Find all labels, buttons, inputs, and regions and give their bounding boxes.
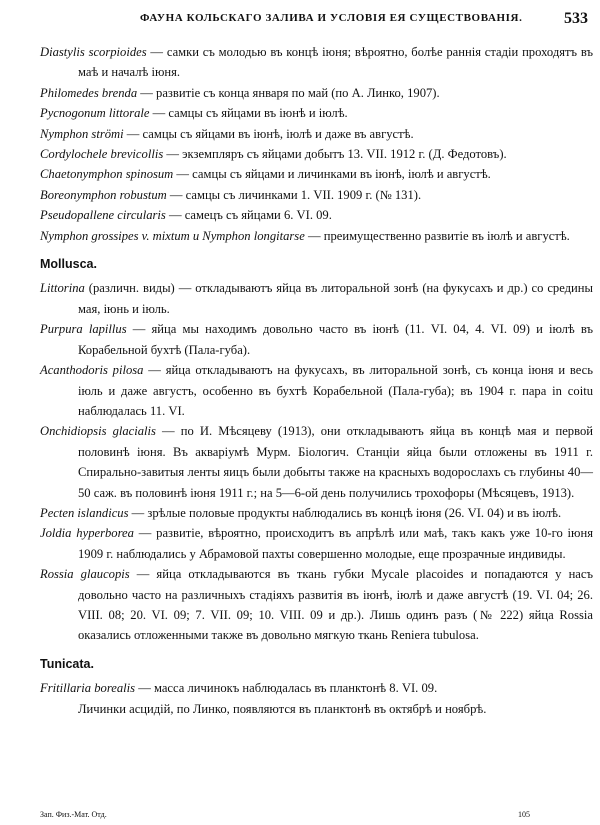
entry	[40, 421, 593, 503]
footer-publication: Зап. Физ.-Мат. Отд.	[40, 810, 107, 819]
footer-signature: 105	[518, 810, 530, 819]
species-name: Acanthodoris pilosa	[40, 363, 144, 378]
running-title: ФАУНА КОЛЬСКАГО ЗАЛИВА И УСЛОВІЯ ЕЯ СУЩЕСТВОВАНІЯ.	[140, 12, 523, 24]
entry	[40, 503, 593, 523]
entry-text: — по И. Мѣсяцеву (1913), они откладываютъ яйца въ концѣ мая и первой половинѣ іюня. Въ акваріумѣ Мурм. Біологич. Станціи яйца были отложены въ 1911 г. Спирально-завитыя ленты яицъ были добыты также на красныхъ водорослахъ съ глубины 40—50 саж. въ половинѣ іюня 1911 г.; на 5—6-ой день получились трохофоры (Мѣсяцевъ, 1913).	[78, 424, 593, 500]
entry-text: Личинки асцидій, по Линко, появляются въ планктонѣ въ октябрѣ и ноябрѣ.	[78, 701, 487, 716]
entry-text: — зрѣлые половые продукты наблюдались въ концѣ іюня (26. VI. 04) и въ іюлѣ.	[128, 505, 562, 520]
entry-text: — преимущественно развитіе въ іюлѣ и августѣ.	[304, 228, 570, 243]
species-name: Pycnogonum littorale	[40, 106, 150, 121]
body-text	[40, 42, 593, 719]
entry-text: — масса личинокъ наблюдалась въ планктонѣ 8. VI. 09.	[135, 681, 438, 696]
entry-text: — самки съ молодью въ концѣ іюня; вѣроятно, болѣе раннія стадіи проходятъ въ маѣ и началѣ іюня.	[78, 45, 593, 80]
entry	[40, 164, 593, 184]
section-heading: Mollusca.	[40, 257, 97, 272]
entry	[40, 678, 593, 698]
section-tunicata	[40, 654, 593, 719]
entry	[40, 523, 593, 564]
entry-text: — самцы съ яйцами въ іюнѣ, іюлѣ и даже въ августѣ.	[123, 126, 414, 141]
entry-text: — яйца откладываютъ на фукусахъ, въ литоральной зонѣ, съ конца іюня и весь іюль и даже августъ, особенно въ бухтѣ Корабельной (Пала-губа); въ 1904 г. пара in coitu наблюдалась 11. VI.	[78, 363, 593, 418]
page-number: 533	[564, 10, 588, 27]
entry	[40, 699, 593, 719]
entry	[40, 185, 593, 205]
entry-text: — яйца мы находимъ довольно часто въ іюнѣ (11. VI. 04, 4. VI. 09) и іюлѣ въ Корабельной бухтѣ (Пала-губа).	[78, 322, 593, 357]
entry	[40, 103, 593, 123]
species-name: Nymphon grossipes v. mixtum и Nymphon longitarse	[40, 228, 305, 243]
species-name: Philomedes brenda	[40, 85, 138, 100]
section-heading: Tunicata.	[40, 656, 94, 671]
entry	[40, 144, 593, 164]
species-name: Nymphon strömi	[40, 126, 124, 141]
entry-text: — самцы съ личинками 1. VII. 1909 г. (№ 131).	[166, 187, 422, 202]
species-name: Pecten islandicus	[40, 505, 129, 520]
species-name: Joldia hyperborea	[40, 526, 134, 541]
species-name: Cordylochele brevicollis	[40, 147, 164, 162]
entry	[40, 42, 593, 83]
entry	[40, 278, 593, 319]
entry	[40, 205, 593, 225]
entry-text: — самцы съ яйцами и личинками въ іюнѣ, іюлѣ и августѣ.	[173, 167, 491, 182]
species-name: Purpura lapillus	[40, 322, 127, 337]
species-name: Boreonymphon robustum	[40, 187, 167, 202]
entry-text: (различн. виды) — откладываютъ яйца въ литоральной зонѣ (на фукусахъ и др.) со средины мая, іюнь и іюль.	[78, 281, 593, 316]
species-name: Rossia glaucopis	[40, 567, 130, 582]
species-name: Fritillaria borealis	[40, 681, 136, 696]
entry	[40, 360, 593, 421]
species-name: Onchidiopsis glacialis	[40, 424, 156, 439]
entry-text: — развитіе, вѣроятно, происходитъ въ апрѣлѣ или маѣ, такъ какъ уже 10-го іюня 1909 г. наблюдались у Абрамовой пахты совершенно молодые, еще прозрачные индивиды.	[78, 526, 594, 561]
entry-text: — развитіе съ конца января по май (по А. Линко, 1907).	[137, 85, 440, 100]
section-pantopoda	[40, 42, 593, 246]
section-mollusca	[40, 254, 593, 646]
entry	[40, 564, 593, 646]
species-name: Diastylis scorpioides	[40, 45, 147, 59]
page-header	[40, 10, 588, 32]
entry-text: — самецъ съ яйцами 6. VI. 09.	[165, 208, 332, 223]
species-name: Pseudopallene circularis	[40, 208, 166, 223]
entry	[40, 124, 593, 144]
species-name: Littorina	[40, 281, 85, 296]
entry-text: — яйца откладываются въ ткань губки Mycale placoides и попадаются у насъ довольно часто на различныхъ стадіяхъ развитія въ іюнѣ, іюлѣ и даже августѣ (19. VI. 04; 26. VIII. 08; 20. VI. 09; 7. VII. 09; 10. VIII. 09 и др.). Лишь одинъ разъ (№ 222) яйца Rossia оказались отложенными также въ довольно мягкую ткань Reniera tubulosa.	[78, 567, 593, 643]
entry-text: — экземпляръ съ яйцами добытъ 13. VII. 1912 г. (Д. Федотовъ).	[163, 147, 507, 162]
entry-text: — самцы съ яйцами въ іюнѣ и іюлѣ.	[149, 106, 348, 121]
species-name: Chaetonymphon spinosum	[40, 167, 174, 182]
page-footer	[40, 810, 570, 824]
entry	[40, 83, 593, 103]
entry	[40, 226, 593, 246]
entry	[40, 319, 593, 360]
